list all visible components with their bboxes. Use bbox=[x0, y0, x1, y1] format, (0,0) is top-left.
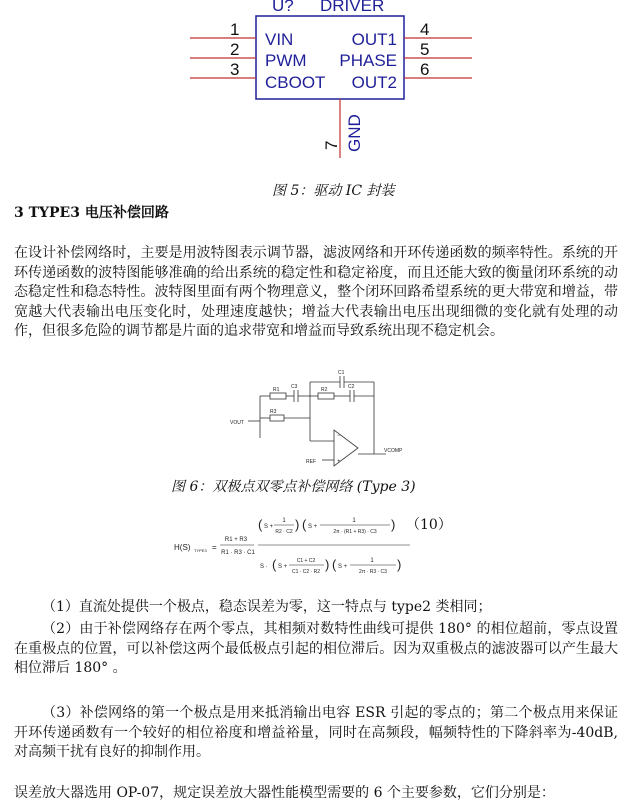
svg-text:): ) bbox=[397, 557, 402, 572]
svg-text:=: = bbox=[212, 543, 217, 552]
svg-text:S +: S + bbox=[264, 524, 274, 530]
type3-compensation-circuit bbox=[226, 366, 406, 472]
label-r2: R2 bbox=[321, 387, 328, 393]
label-c1: C1 bbox=[338, 370, 345, 376]
intro-paragraph: 在设计补偿网络时，主要是用波特图表示调节器，滤波网络和开环传递函数的频率特性。系统的开环传递函数的波特图能够准确的给出系统的稳定性和稳定裕度，而且还能大致的衡量闭环系统的动态稳定性和稳态特性。波特图里面有两个物理意义，整个闭环回路希望系统的更大带宽和增益，带宽越大代表输出电压变化时，处理速度越快；增益大代表输出电压出现细微的变化就有处理的动作，但很多危险的调节都是片面的追求带宽和增益而导致系统出现不稳定机会。 bbox=[14, 245, 618, 339]
pin-2-number: 2 bbox=[230, 40, 240, 59]
pin-2-label: PWM bbox=[265, 51, 307, 70]
eq-lhs: H(S) bbox=[174, 543, 191, 552]
pin-4-number: 4 bbox=[420, 20, 430, 39]
eq-z1-num: 1 bbox=[282, 518, 286, 524]
svg-text:(: ( bbox=[302, 517, 307, 532]
point-1: （1）直流处提供一个极点，稳态误差为零，这一特点与 type2 类相同； bbox=[42, 599, 492, 615]
label-c2: C2 bbox=[348, 384, 355, 390]
figure-5-caption: 图 5：驱动 IC 封装 bbox=[272, 183, 395, 199]
eq-p1-num: C1 + C2 bbox=[296, 558, 316, 564]
pin-5-label: PHASE bbox=[339, 51, 397, 70]
pin-6-label: OUT2 bbox=[351, 73, 397, 92]
label-r3: R3 bbox=[270, 409, 277, 415]
label-vout: VOUT bbox=[230, 420, 244, 426]
pin-6-number: 6 bbox=[420, 60, 430, 79]
svg-text:(: ( bbox=[272, 557, 277, 572]
pin-3-number: 3 bbox=[230, 60, 240, 79]
svg-text:S +: S + bbox=[338, 564, 348, 570]
svg-text:+: + bbox=[337, 459, 341, 465]
svg-text:): ) bbox=[325, 557, 330, 572]
svg-text:S ·: S · bbox=[260, 564, 268, 570]
pin-1-number: 1 bbox=[230, 20, 240, 39]
equation-number: （10） bbox=[406, 517, 452, 533]
svg-text:S +: S + bbox=[278, 564, 288, 570]
label-ref: REF bbox=[306, 459, 316, 465]
eq-z2-den: 2π · (R1 + R3) · C3 bbox=[333, 529, 377, 535]
pin-5-number: 5 bbox=[420, 40, 430, 59]
pin-4-label: OUT1 bbox=[351, 30, 397, 49]
point-3: （3）补偿网络的第一个极点是用来抵消输出电容 ESR 引起的零点的；第二个极点用来保证开环传递函数有一个较好的相位裕度和增益裕量，同时在高频段，幅频特性的下降斜率为-40dB,对高频干扰有良好的抑制作用。 bbox=[14, 705, 618, 760]
svg-text:): ) bbox=[391, 517, 396, 532]
svg-text:S +: S + bbox=[308, 524, 318, 530]
svg-text:−: − bbox=[337, 433, 341, 439]
label-r1: R1 bbox=[273, 387, 280, 393]
figure-6-caption: 图 6：双极点双零点补偿网络 (Type 3) bbox=[171, 479, 416, 495]
ic-name: DRIVER bbox=[320, 0, 385, 15]
driver-ic-symbol bbox=[190, 0, 480, 165]
eq-z2-num: 1 bbox=[352, 518, 356, 524]
svg-text:(: ( bbox=[332, 557, 337, 572]
label-vcomp: VCOMP bbox=[384, 448, 403, 454]
pin-3-label: CBOOT bbox=[265, 73, 326, 92]
eq-p2-num: 1 bbox=[370, 558, 374, 564]
closing-paragraph: 误差放大器选用 OP-07，规定误差放大器性能模型需要的 6 个主要参数，它们分别是： bbox=[14, 785, 555, 801]
pin-7-label: GND bbox=[345, 114, 364, 152]
eq-p2-den: 2π · R3 · C3 bbox=[359, 569, 387, 575]
section-heading: 3 TYPE3 电压补偿回路 bbox=[14, 205, 169, 221]
eq-p1-den: C1 · C2 · R2 bbox=[291, 569, 321, 575]
pin-7-number: 7 bbox=[322, 140, 341, 150]
ic-ref: U? bbox=[272, 0, 294, 15]
svg-text:(: ( bbox=[258, 517, 263, 532]
label-c3: C3 bbox=[291, 384, 298, 390]
eq-z1-den: R2 · C2 bbox=[275, 529, 293, 535]
point-2: （2）由于补偿网络存在两个零点，其相频对数特性曲线可提供 180° 的相位超前，零点设置在重极点的位置，可以补偿这两个最低极点引起的相位滞后。因为双重极点的滤波器可以产生最大相位滞后 180° 。 bbox=[14, 621, 618, 676]
eq-gain-den: R1 · R3 · C1 bbox=[221, 550, 255, 556]
svg-text:): ) bbox=[295, 517, 300, 532]
pin-1-label: VIN bbox=[265, 30, 294, 49]
eq-lhs-sub: TYPE3 bbox=[194, 548, 207, 553]
eq-gain-num: R1 + R3 bbox=[224, 537, 248, 543]
